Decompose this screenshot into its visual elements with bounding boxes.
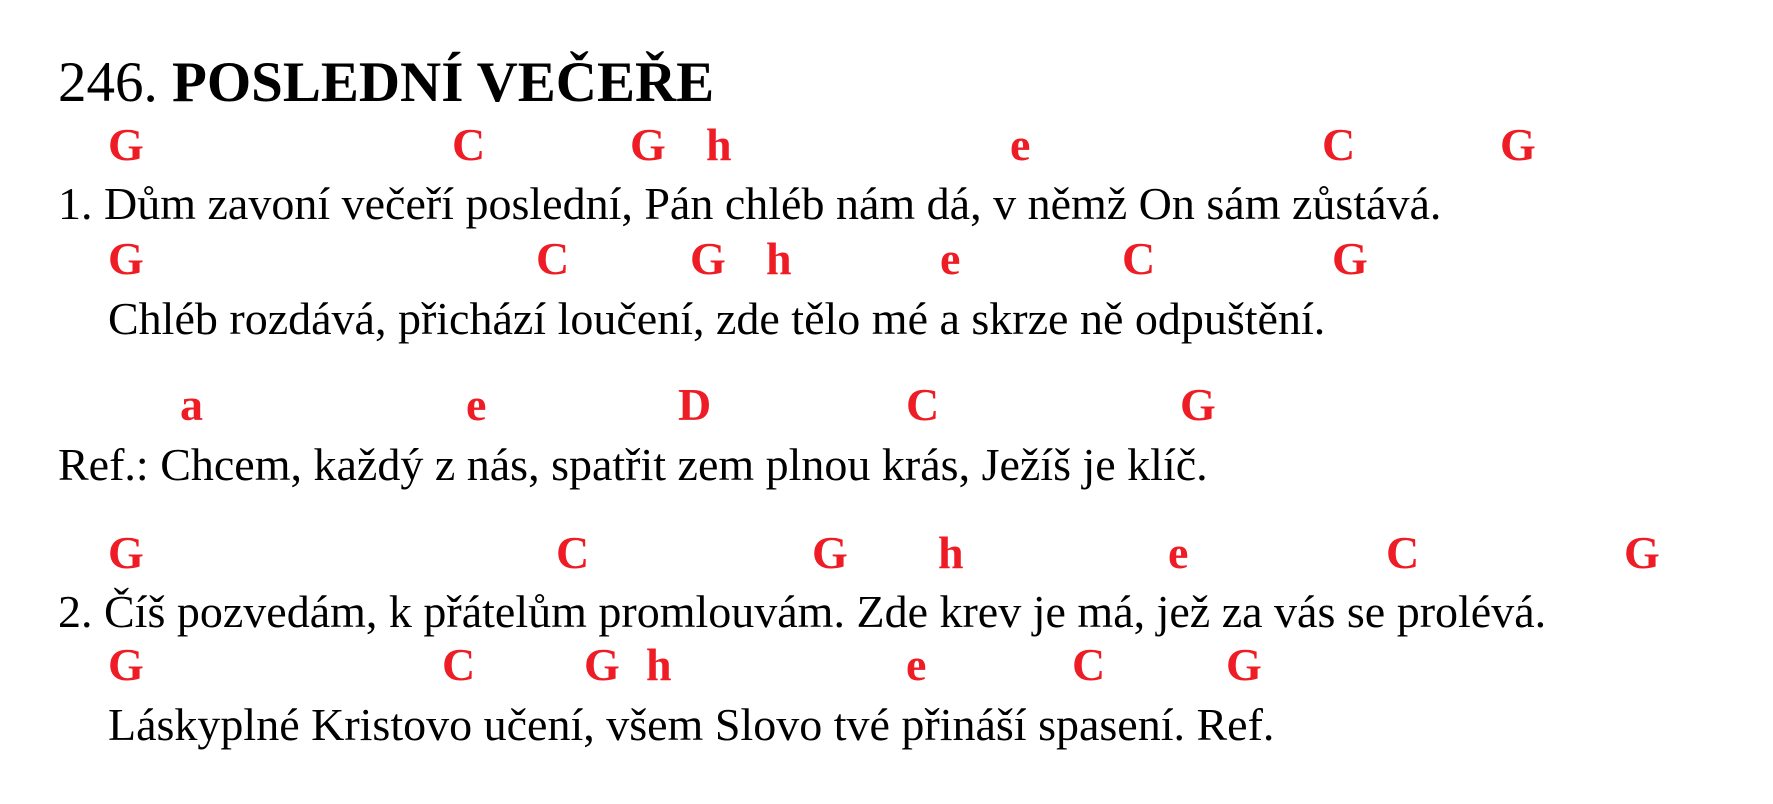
chord: G	[812, 527, 848, 578]
chord: C	[1386, 527, 1420, 578]
verse-line: Chléb rozdává, přichází loučení, zde tělo mé a skrze ně odpuštění.	[108, 293, 1326, 344]
verse-line: 2. Číš pozvedám, k přátelům promlouvám. Zde krev je má, jež za vás se prolévá.	[58, 586, 1547, 637]
chord: e	[466, 379, 487, 430]
chord: C	[442, 639, 476, 690]
chord: G	[1180, 379, 1216, 430]
chord: G	[1500, 119, 1536, 170]
chord: C	[906, 379, 940, 430]
chord: h	[646, 639, 672, 690]
chord: D	[678, 379, 712, 430]
chord: e	[940, 233, 961, 284]
chord: G	[108, 639, 144, 690]
chord: G	[108, 233, 144, 284]
chord: C	[1122, 233, 1156, 284]
refrain-line: Ref.: Chcem, každý z nás, spatřit zem plnou krás, Ježíš je klíč.	[58, 439, 1208, 490]
chord: G	[108, 527, 144, 578]
verse-line: Láskyplné Kristovo učení, všem Slovo tvé přináší spasení. Ref.	[108, 699, 1275, 750]
chord: G	[1226, 639, 1262, 690]
chord: C	[1072, 639, 1106, 690]
chord: G	[584, 639, 620, 690]
song-name: POSLEDNÍ VEČEŘE	[172, 51, 715, 114]
chord: e	[1010, 119, 1031, 170]
chord: C	[1322, 119, 1356, 170]
chord: G	[1624, 527, 1660, 578]
chord: G	[690, 233, 726, 284]
chord: e	[906, 639, 927, 690]
chord: h	[938, 527, 964, 578]
chord: C	[536, 233, 570, 284]
chord: G	[630, 119, 666, 170]
chord: h	[766, 233, 792, 284]
song-number: 246.	[58, 51, 158, 114]
chord: e	[1168, 527, 1189, 578]
chord: C	[556, 527, 590, 578]
chord: a	[180, 379, 203, 430]
chord: G	[1332, 233, 1368, 284]
chord: h	[706, 119, 732, 170]
song-title	[58, 48, 714, 118]
chord: G	[108, 119, 144, 170]
verse-line: 1. Dům zavoní večeří poslední, Pán chléb nám dá, v němž On sám zůstává.	[58, 178, 1442, 229]
chord: C	[452, 119, 486, 170]
